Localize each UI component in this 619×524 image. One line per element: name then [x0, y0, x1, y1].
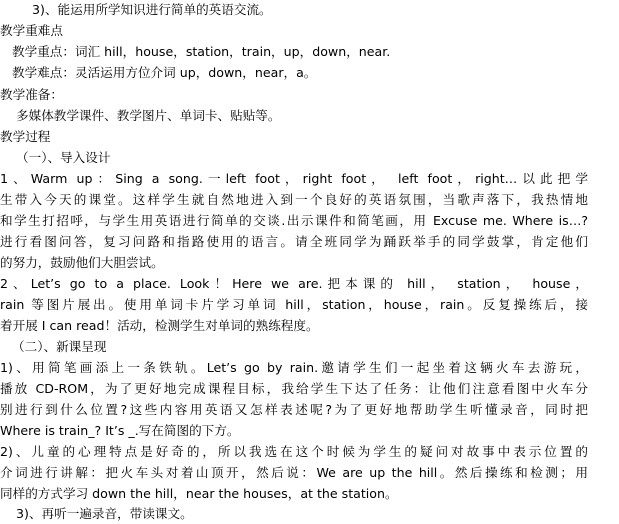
- difficulty-line: 教学难点：灵活运用方位介词 up，down，near，a。: [0, 65, 317, 80]
- paragraph-line: 着开展 I can read！活动，检测学生对单词的熟练程度。: [0, 318, 319, 333]
- paragraph-line: 1)、用简笔画添上一条铁轨。Let’s go by rain.邀请学生们一起坐着这辆火车去游玩，: [0, 360, 588, 375]
- objective-3-line: 3)、能运用所学知识进行简单的英语交流。: [0, 2, 272, 17]
- process-heading: 教学过程: [0, 129, 51, 144]
- paragraph-line: 播放 CD-ROM，为了更好地完成课程目标，我给学生下达了任务：让他们注意看图中火车分: [0, 381, 588, 396]
- paragraph-line: 1、Warm up：Sing a song.一left foot，right foot， left foot，right…以此把学: [0, 171, 588, 186]
- key-points-line: 教学重点：词汇 hill，house，station，train，up，down，near.: [0, 44, 391, 59]
- section-one-heading: （一）、导入设计: [0, 150, 111, 165]
- section-two-heading: （二）、新课呈现: [0, 339, 107, 354]
- paragraph-line: 2)、儿童的心理特点是好奇的，所以我选在这个时候为学生的疑问对故事中表示位置的: [0, 444, 588, 459]
- paragraph-line: Where is train_? It’s _.写在简图的下方。: [0, 423, 240, 438]
- key-difficulty-heading: 教学重难点: [0, 23, 63, 38]
- paragraph-line: 2、Let’s go to a place. Look！Here we are.把本课的 hill， station， house，: [0, 276, 588, 291]
- paragraph-line: 的努力，鼓励他们大胆尝试。: [0, 255, 164, 270]
- paragraph-line: rain 等图片展出。使用单词卡片学习单词 hill，station，house，rain。反复操练后，接: [0, 297, 588, 312]
- paragraph-line: 生带入今天的课堂。这样学生就自然地进入到一个良好的英语氛围，当歌声落下，我热情地: [0, 192, 588, 207]
- paragraph-line: 3)、再听一遍录音，带读课文。: [0, 506, 193, 521]
- paragraph-line: 别进行到什么位置?这些内容用英语又怎样表述呢?为了更好地帮助学生听懂录音，同时把: [0, 402, 588, 417]
- paragraph-line: 介词进行讲解：把火车头对着山顶开，然后说：We are up the hill。然后操练和检测；用: [0, 465, 588, 480]
- paragraph-line: 同样的方式学习 down the hill，near the houses，at the station。: [0, 486, 398, 501]
- paragraph-line: 和学生打招呼，与学生用英语进行简单的交谈.出示课件和简笔画，用 Excuse me. Where is…?: [0, 213, 588, 228]
- paragraph-line: 进行看图问答，复习问路和指路使用的语言。请全班同学为踊跃举手的同学鼓掌，肯定他们: [0, 234, 588, 249]
- preparation-line: 多媒体教学课件、教学图片、单词卡、贴贴等。: [0, 108, 281, 123]
- preparation-heading: 教学准备：: [0, 87, 63, 102]
